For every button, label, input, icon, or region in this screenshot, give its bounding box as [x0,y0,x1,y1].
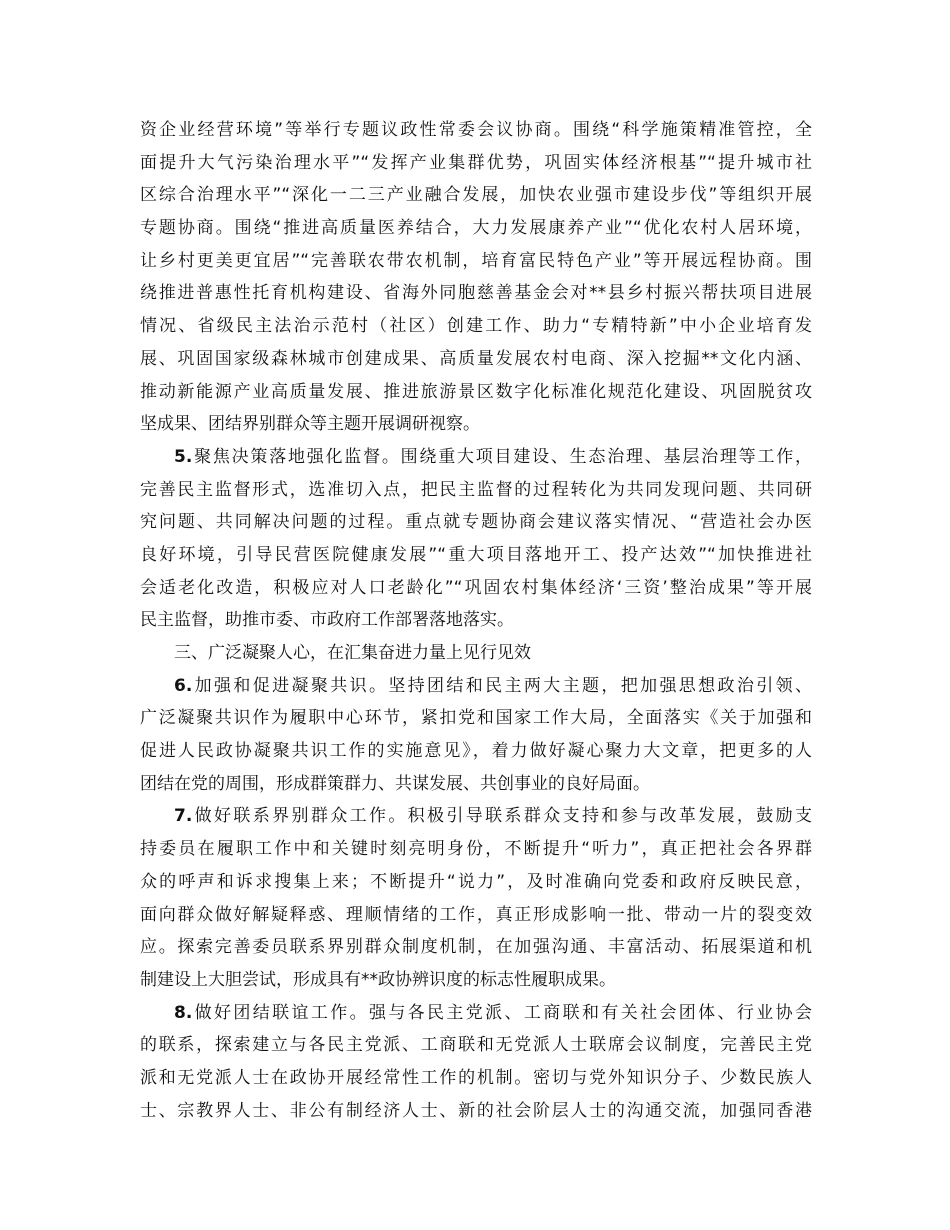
line-text: 制建设上大胆尝试，形成具有**政协辨识度的标志性履职成果。 [140,969,616,990]
text-line [140,833,812,866]
line-text: 面向群众做好解疑释惑、理顺情绪的工作，真正形成影响一批、带动一片的裂变效 [140,904,812,925]
line-text: 面提升大气污染治理水平”“发挥产业集群优势，巩固实体经济根基”“提升城市社 [140,152,812,173]
text-line [140,277,812,310]
line-text: 会适老化改造，积极应对人口老龄化”“巩固农村集体经济‘三资’整治成果”等开展 [140,577,812,598]
text-line [140,931,812,964]
text-line [140,997,812,1030]
line-text: 众的呼声和诉求搜集上来；不断提升“说力”，及时准确向党委和政府反映民意， [140,871,812,892]
text-line [140,114,812,147]
paragraph-p-section-3 [140,637,812,670]
line-text: 加强和促进凝聚共识。坚持团结和民主两大主题，把加强思想政治引领、 [192,675,812,696]
line-text: 完善民主监督形式，选准切入点，把民主监督的过程转化为共同发现问题、共同研 [140,479,812,500]
line-text: 应。探索完善委员联系界别群众制度机制，在加强沟通、丰富活动、拓展渠道和机 [140,937,812,958]
item-number: 6. [174,675,193,696]
text-line [140,866,812,899]
line-text: 做好团结联谊工作。强与各民主党派、工商联和有关社会团体、行业协会 [192,1002,812,1023]
text-line [140,768,812,801]
line-text: 广泛凝聚共识作为履职中心环节，紧扣党和国家工作大局，全面落实《关于加强和 [140,708,812,729]
line-text: 究问题、共同解决问题的过程。重点就专题协商会建议落实情况、“营造社会办医 [140,512,812,533]
text-line [140,1029,812,1062]
text-line [140,179,812,212]
text-line [140,572,812,605]
text-line [140,637,812,670]
text-line [140,212,812,245]
text-line [140,441,812,474]
line-text: 推动新能源产业高质量发展、推进旅游景区数字化标准化规范化建设、巩固脱贫攻 [140,381,812,402]
item-number: 8. [174,1002,193,1023]
paragraph-p-item-6 [140,670,812,801]
line-text: 士、宗教界人士、非公有制经济人士、新的社会阶层人士的沟通交流，加强同香港 [140,1100,812,1121]
text-line [140,702,812,735]
text-line [140,539,812,572]
line-text: 情况、省级民主法治示范村（社区）创建工作、助力“专精特新”中小企业培育发 [140,316,812,337]
line-text: 让乡村更美更宜居”“完善联农带农机制，培育富民特色产业”等开展远程协商。围 [140,250,812,271]
text-line [140,899,812,932]
text-line [140,604,812,637]
line-text: 资企业经营环境”等举行专题议政性常委会议协商。围绕“科学施策精准管控，全 [140,120,812,140]
line-text: 绕推进普惠性托育机构建设、省海外同胞慈善基金会对**县乡村振兴帮扶项目进展 [140,283,812,304]
line-text: 持委员在履职工作中和关键时刻亮明身份，不断提升“听力”，真正把社会各界群 [140,839,812,860]
line-text: 促进人民政协凝聚共识工作的实施意见》，着力做好凝心聚力大文章，把更多的人 [140,741,812,762]
item-number: 5. [174,446,193,467]
line-text: 聚焦决策落地强化监督。围绕重大项目建设、生态治理、基层治理等工作， [192,446,812,467]
line-text: 的联系，探索建立与各民主党派、工商联和无党派人士联席会议制度，完善民主党 [140,1035,812,1056]
line-text: 派和无党派人士在政协开展经常性工作的机制。密切与党外知识分子、少数民族人 [140,1067,812,1088]
line-text: 专题协商。围绕“推进高质量医养结合，大力发展康养产业”“优化农村人居环境， [140,218,812,239]
line-text: 展、巩固国家级森林城市创建成果、高质量发展农村电商、深入挖掘**文化内涵、 [140,348,812,369]
text-line [140,147,812,180]
line-text: 民主监督，助推市委、市政府工作部署落地落实。 [140,610,514,631]
text-line [140,964,812,997]
text-line [140,408,812,441]
paragraph-p-item-5 [140,441,812,637]
line-text: 三、广泛凝聚人心，在汇集奋进力量上见行见效 [174,643,531,663]
text-line [140,376,812,409]
text-line [140,310,812,343]
document-page [140,114,812,1127]
line-text: 团结在党的周围，形成群策群力、共谋发展、共创事业的良好局面。 [140,773,650,794]
text-line [140,670,812,703]
paragraph-p-item-8 [140,997,812,1128]
text-line [140,735,812,768]
text-line [140,474,812,507]
item-number: 7. [174,806,193,827]
text-line [140,800,812,833]
text-line [140,245,812,278]
text-line [140,343,812,376]
paragraph-p-continued-consultation [140,114,812,441]
line-text: 区综合治理水平”“深化一二三产业融合发展，加快农业强市建设步伐”等组织开展 [140,185,812,206]
line-text: 做好联系界别群众工作。积极引导联系群众支持和参与改革发展，鼓励支 [192,806,812,827]
text-line [140,1095,812,1128]
paragraph-p-item-7 [140,800,812,996]
line-text: 良好环境，引导民营医院健康发展”“重大项目落地开工、投产达效”“加快推进社 [140,544,812,565]
text-line [140,1062,812,1095]
text-line [140,506,812,539]
line-text: 坚成果、团结界别群众等主题开展调研视察。 [140,414,480,435]
